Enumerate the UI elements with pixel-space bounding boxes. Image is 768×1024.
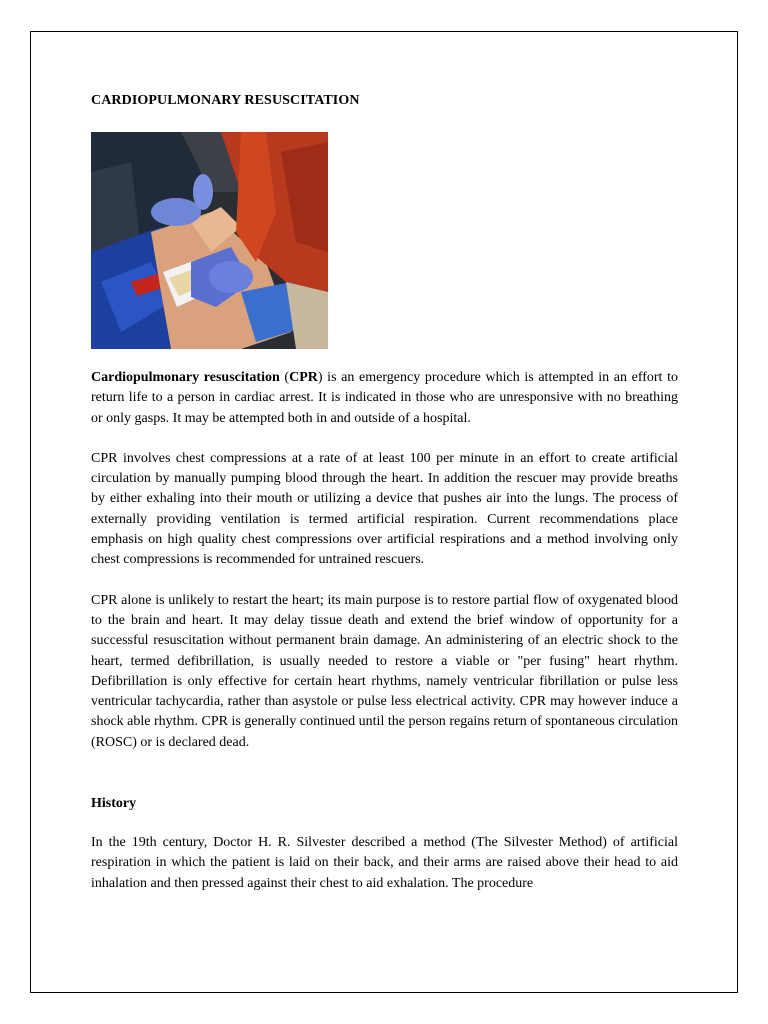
intro-rest: ) is an emergency procedure which is attempted in an effort to return life to a person in cardiac arrest. It is indicated in those who are unresponsive with no breathing or only gasps. It may be attempted both in and outside of a hospital. — [91, 370, 678, 426]
cpr-photo — [91, 132, 328, 349]
history-heading: History — [91, 796, 137, 812]
document-title: CARDIOPULMONARY RESUSCITATION — [91, 93, 360, 108]
intro-term: Cardiopulmonary resuscitation — [91, 370, 280, 385]
intro-abbreviation: CPR — [289, 370, 318, 385]
document-body — [91, 92, 678, 894]
paragraph-compressions: CPR involves chest compressions at a rate of at least 100 per minute in an effort to create artificial circulation by manually pumping blood through the heart. In addition the rescuer may provide breaths by either exhaling into their mouth or utilizing a device that pushes air into the lungs. The process of externally providing ventilation is termed artificial respiration. Current recommendations place emphasis on high quality chest compressions over artificial respirations and a method involving only chest compressions is recommended for untrained rescuers. — [91, 450, 678, 568]
intro-open-paren: ( — [279, 370, 290, 385]
history-paragraph: In the 19th century, Doctor H. R. Silvester described a method (The Silvester Method) of artificial respiration in which the patient is laid on their back, and their arms are raised above their head to aid inhalation and then pressed against their chest to aid exhalation. The procedure — [91, 835, 678, 891]
intro-paragraph — [91, 368, 678, 429]
paragraph-purpose: CPR alone is unlikely to restart the heart; its main purpose is to restore partial flow of oxygenated blood to the brain and heart. It may delay tissue death and extend the brief window of opportunity for a successful resuscitation without permanent brain damage. An administering of an electric shock to the heart, termed defibrillation, is usually needed to restore a viable or "per fusing" heart rhythm. Defibrillation is only effective for certain heart rhythms, namely ventricular fibrillation or pulse less ventricular tachycardia, rather than asystole or pulse less electrical activity. CPR may however induce a shock able rhythm. CPR is generally continued until the person regains return of spontaneous circulation (ROSC) or is declared dead. — [91, 592, 678, 750]
